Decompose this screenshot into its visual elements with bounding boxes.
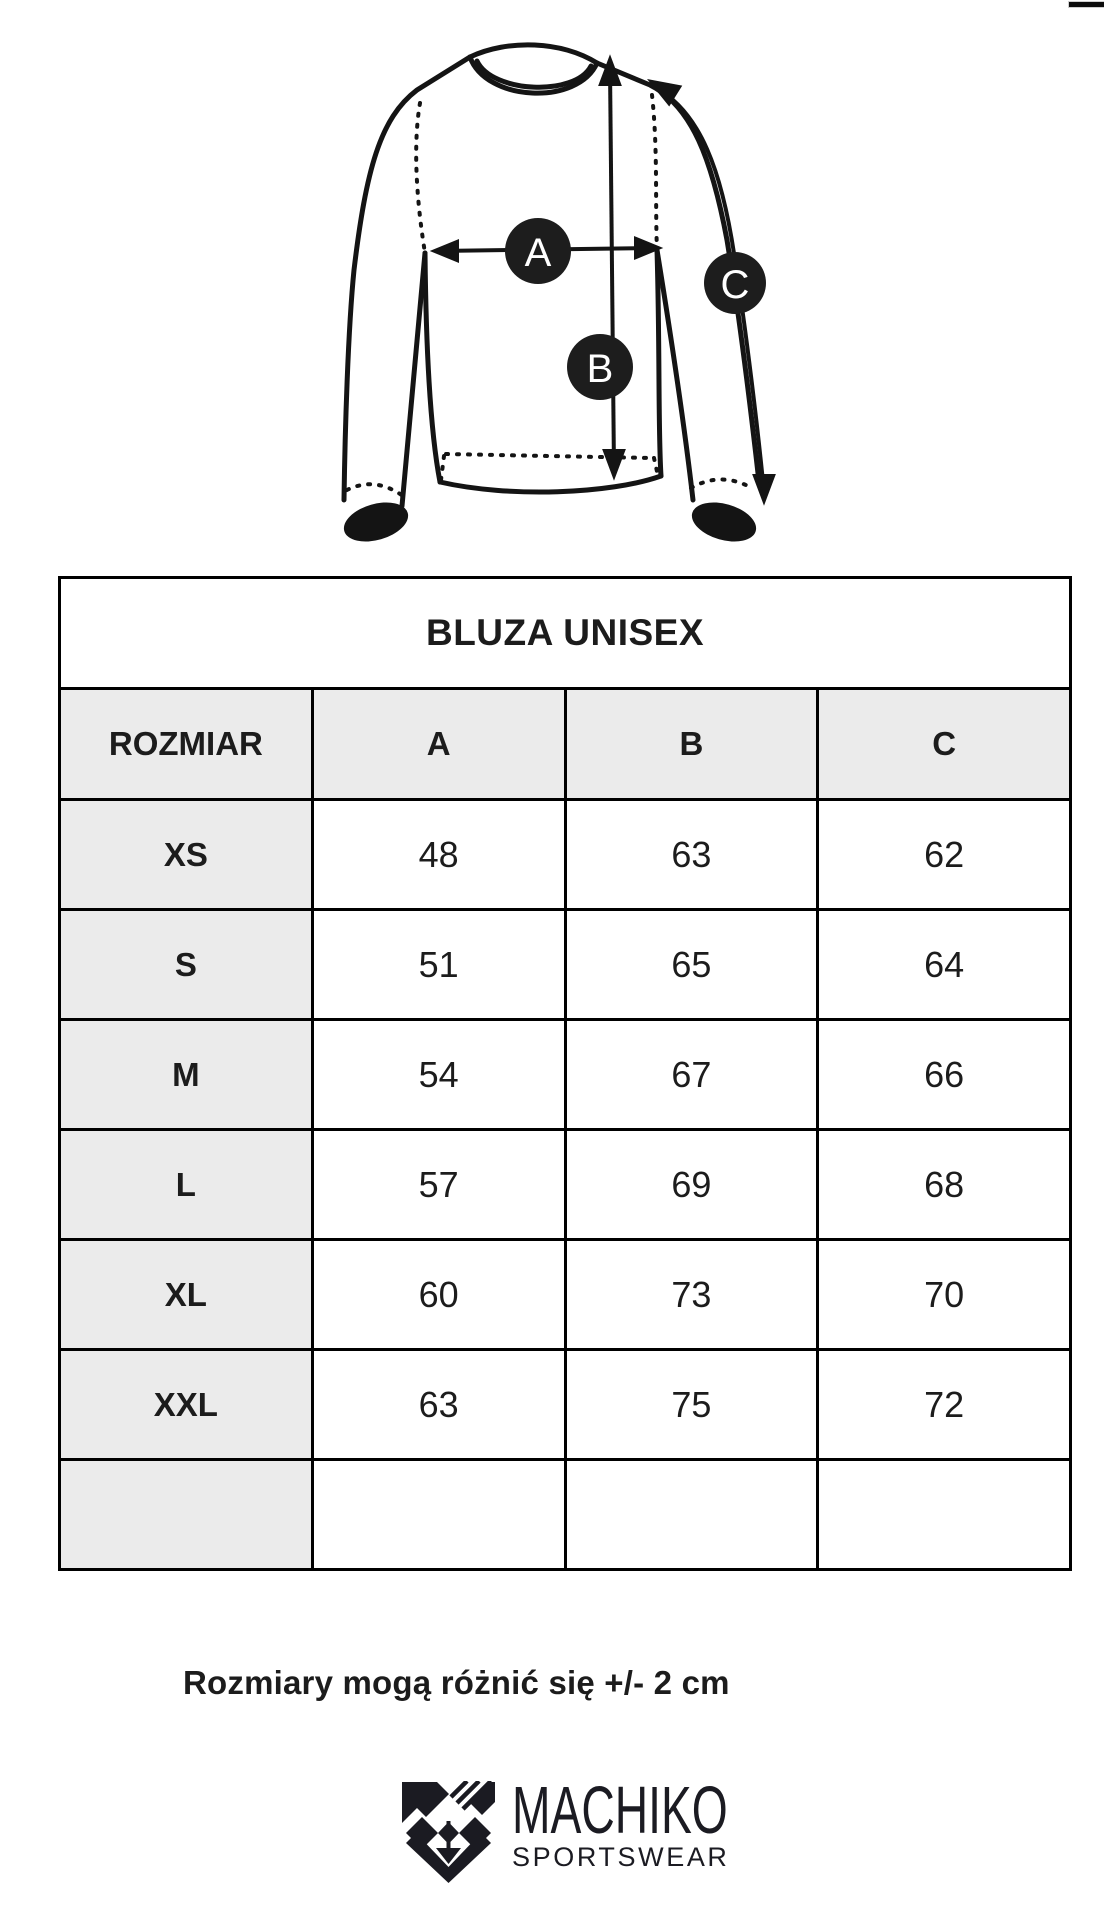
marker-a-label: A bbox=[524, 231, 552, 275]
tolerance-note: Rozmiary mogą różnić się +/- 2 cm bbox=[183, 1664, 730, 1701]
size-label: L bbox=[60, 1130, 313, 1240]
measure-line-b bbox=[610, 68, 614, 470]
col-header-a: A bbox=[312, 689, 565, 800]
collar-top-line bbox=[470, 45, 597, 63]
size-label: XXL bbox=[60, 1350, 313, 1460]
value-b: 65 bbox=[565, 910, 818, 1020]
value-c: 64 bbox=[818, 910, 1071, 1020]
marker-b-label: B bbox=[586, 347, 614, 391]
size-label: XL bbox=[60, 1240, 313, 1350]
hem-seam-left-end bbox=[441, 456, 444, 480]
value-a: 48 bbox=[312, 800, 565, 910]
value-b: 63 bbox=[565, 800, 818, 910]
table-header-row bbox=[60, 689, 1071, 800]
value-b: 75 bbox=[565, 1350, 818, 1460]
table-empty-row bbox=[60, 1460, 1071, 1570]
value-c: 66 bbox=[818, 1020, 1071, 1130]
value-b: 67 bbox=[565, 1020, 818, 1130]
brand-logo bbox=[402, 1773, 825, 1883]
table-row bbox=[60, 1130, 1071, 1240]
table-row bbox=[60, 1350, 1071, 1460]
hem-seam-right-end bbox=[654, 458, 658, 476]
value-c: 62 bbox=[818, 800, 1071, 910]
machiko-logo-icon bbox=[402, 1781, 495, 1883]
right-cuff-seam bbox=[691, 479, 748, 488]
value-c: 68 bbox=[818, 1130, 1071, 1240]
arrowhead-c-bottom-icon bbox=[755, 476, 773, 500]
size-label: XS bbox=[60, 800, 313, 910]
left-sleeve-inner bbox=[402, 253, 425, 506]
top-right-artifact-bar bbox=[1068, 1, 1104, 8]
hem-curve bbox=[440, 476, 661, 492]
value-c: 72 bbox=[818, 1350, 1071, 1460]
col-header-b: B bbox=[565, 689, 818, 800]
value-c: 70 bbox=[818, 1240, 1071, 1350]
value-a bbox=[312, 1460, 565, 1570]
arrowhead-b-bottom-icon bbox=[605, 451, 623, 475]
brand-tagline: SPORTSWEAR bbox=[512, 1842, 730, 1872]
size-label: M bbox=[60, 1020, 313, 1130]
torso-left bbox=[425, 253, 440, 482]
brand-text bbox=[512, 1773, 825, 1872]
left-armhole-seam bbox=[416, 103, 425, 253]
value-b: 73 bbox=[565, 1240, 818, 1350]
value-c bbox=[818, 1460, 1071, 1570]
value-a: 57 bbox=[312, 1130, 565, 1240]
value-a: 54 bbox=[312, 1020, 565, 1130]
value-b bbox=[565, 1460, 818, 1570]
table-row bbox=[60, 1240, 1071, 1350]
right-armhole-seam bbox=[652, 95, 657, 250]
size-label bbox=[60, 1460, 313, 1570]
left-cuff-seam bbox=[347, 484, 403, 496]
table-title: BLUZA UNISEX bbox=[60, 578, 1071, 689]
col-header-c: C bbox=[818, 689, 1071, 800]
size-label: S bbox=[60, 910, 313, 1020]
brand-name: MACHIKO bbox=[512, 1773, 728, 1848]
marker-c-label: C bbox=[720, 263, 750, 307]
value-a: 60 bbox=[312, 1240, 565, 1350]
value-a: 63 bbox=[312, 1350, 565, 1460]
table-row bbox=[60, 1020, 1071, 1130]
value-b: 69 bbox=[565, 1130, 818, 1240]
col-header-rozmiar: ROZMIAR bbox=[60, 689, 313, 800]
right-cuff bbox=[687, 496, 760, 549]
value-a: 51 bbox=[312, 910, 565, 1020]
table-row bbox=[60, 800, 1071, 910]
table-title-row bbox=[60, 578, 1071, 689]
sweatshirt-diagram bbox=[280, 30, 800, 555]
table-row bbox=[60, 910, 1071, 1020]
arrowhead-a-left-icon bbox=[435, 242, 457, 260]
size-chart-table bbox=[58, 576, 1072, 1571]
